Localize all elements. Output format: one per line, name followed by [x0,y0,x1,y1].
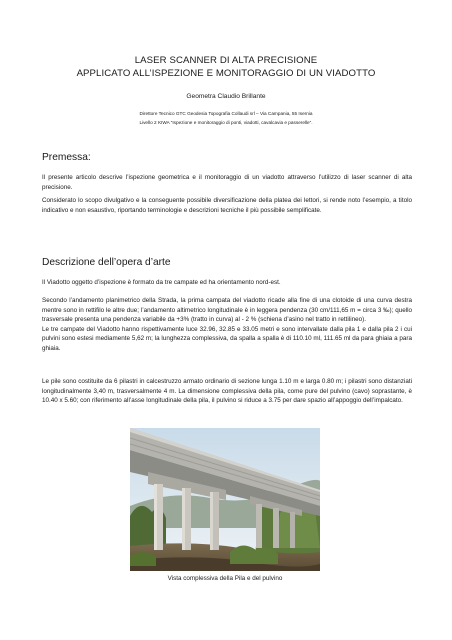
document-title-line-2: APPLICATO ALL’ISPEZIONE E MONITORAGGIO DI UN VIADOTTO [76,68,376,79]
descrizione-paragraph-3: Le pile sono costituite da 6 pilastri in calcestruzzo armato ordinario di sezione lunga 1.10 m e larga 0.80 m; i pilastri sono distanziati longitudinalmente 3,40 m, trasversalmente 4 m. La dimensione complessiva della pila, come pure del pulvino (cavo) soprastante, è 10.40 x 5.60; con riferimento all’asse longitudinale della pila, il pulvino si riduce a 3.75 per dare spazio all’appoggio dell’impalcato. [42,378,412,405]
viaduct-photo [130,428,320,571]
author-name: Geometra Claudio Brillante [186,93,266,100]
premessa-paragraph-1: Il presente articolo descrive l’ispezione geometrica e il monitoraggio di un viadotto attraverso l’utilizzo di laser scanner di alta precisione. [42,174,412,191]
descrizione-paragraph-2-part-a: Secondo l’andamento planimetrico della Strada, la prima campata del viadotto ricade alla fine di una clotoide di una curva destra mentre sono in rettifilo le altre due; l’andamento altimetrico longitudinale è in leggera pendenza (30 cm/111,65 m = circa 3 ‰); quello trasversale presenta una pendenza variabile da +3% (tratto in curva) al - 2 % (schiena d’asino nel tratto in rettilineo). [42,297,412,324]
section-heading-premessa: Premessa: [42,152,91,163]
descrizione-paragraph-2-part-b: Le tre campate del Viadotto hanno rispettivamente luce 32.96, 32.85 e 33.05 metri e sono intervallate dalla pila 1 e dalla pila 2 i cui pulvini sono estesi mediamente 5,62 m; la lunghezza complessiva, da spalla a spalla è di 110.10 ml, 111.65 ml da para ghiaia a para ghiaia. [42,325,412,352]
author-affiliation-line-2: Livello 2 KIWA “Ispezione e monitoraggio di ponti, viadotti, cavalcavia e passerelle”. [139,120,313,125]
author-affiliation-line-1: Direttore Tecnico GTC Geodesia Topografia Collaudi srl – Via Campania, 55 Isernia [139,111,313,116]
document-title-line-1: LASER SCANNER DI ALTA PRECISIONE [134,55,318,66]
descrizione-paragraph-1: Il Viadotto oggetto d’ispezione è formato da tre campate ed ha orientamento nord-est. [42,279,281,286]
premessa-paragraph-2: Considerato lo scopo divulgativo e la conseguente possibile diversificazione della platea dei lettori, si rende noto l’esempio, a titolo indicativo e non esaustivo, riportando terminologie e descrizioni tecniche il più possibile semplificate. [42,197,412,214]
descrizione-paragraph-2 [42,296,412,354]
section-heading-descrizione: Descrizione dell’opera d’arte [42,257,171,268]
figure-caption: Vista complessiva della Pila e del pulvino [167,575,283,582]
